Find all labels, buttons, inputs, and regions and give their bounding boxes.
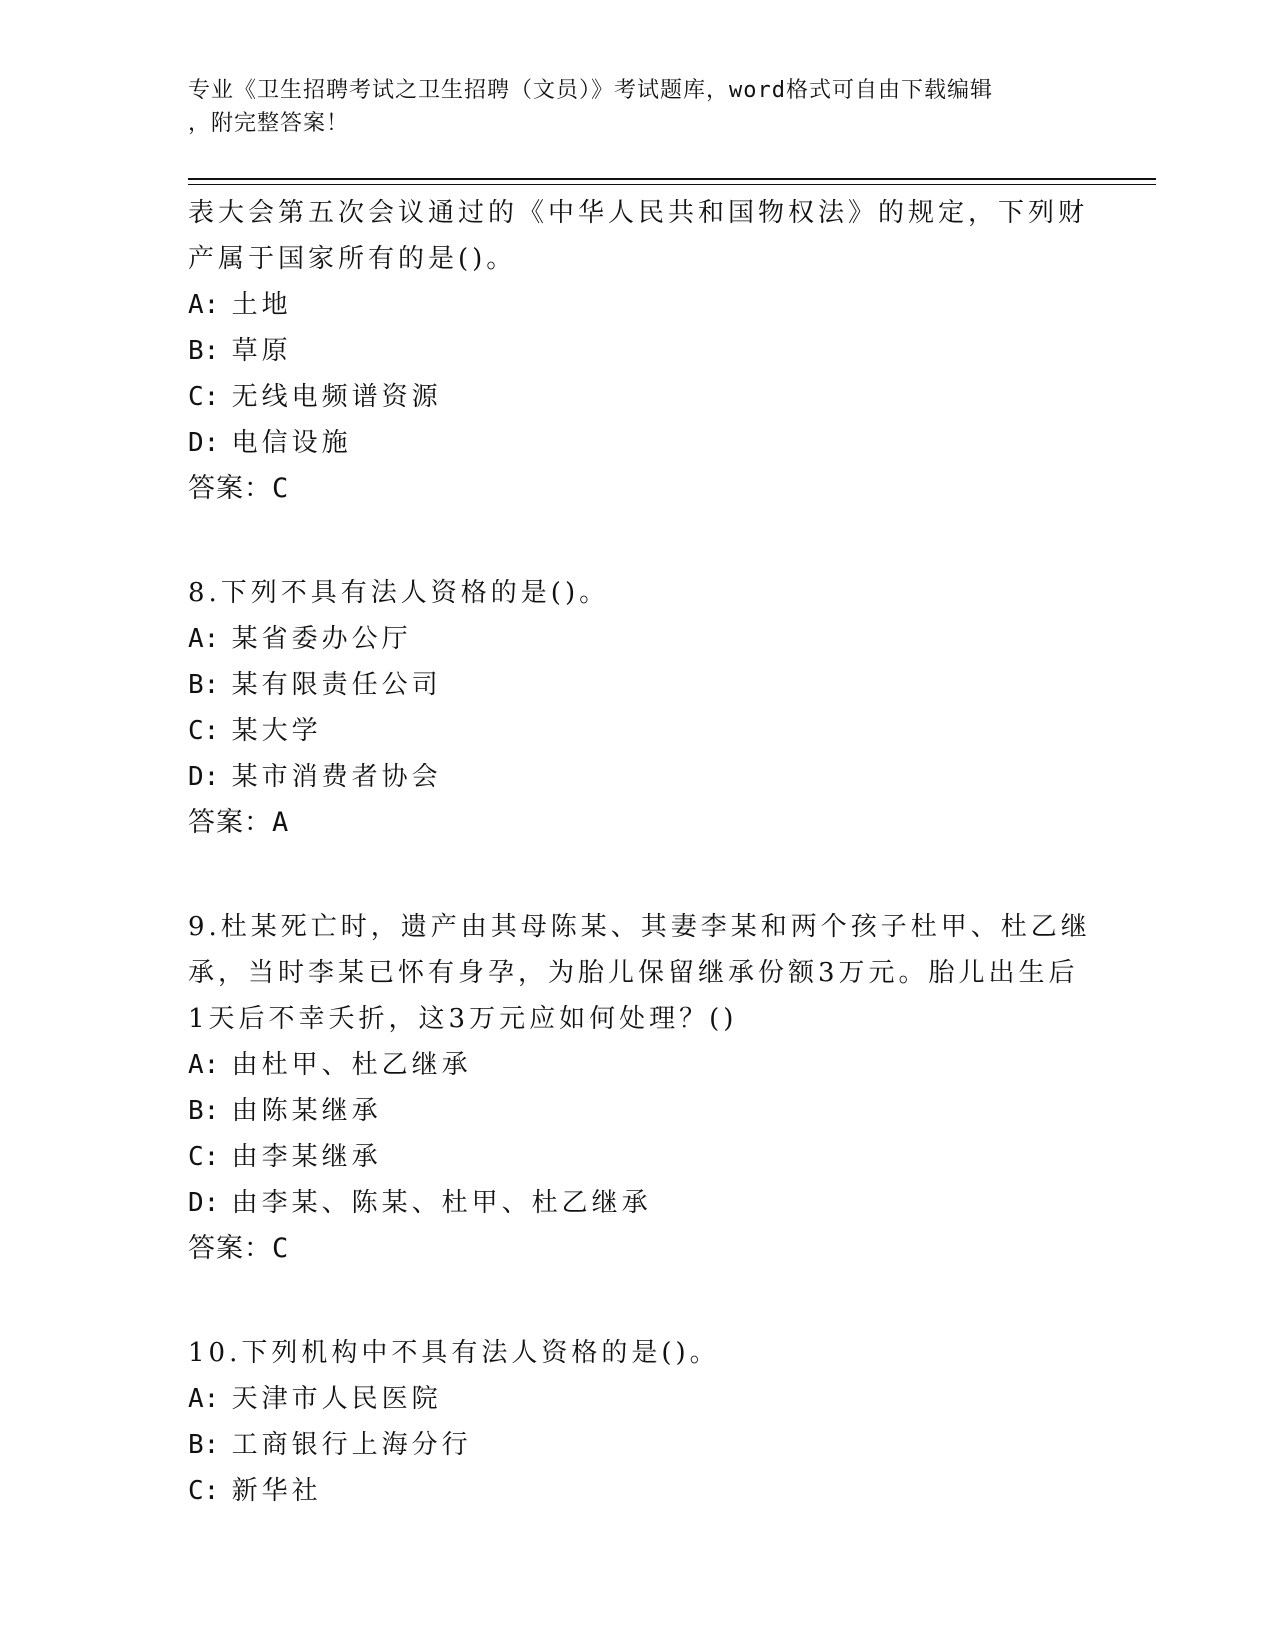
answer-label: 答案： <box>188 473 272 504</box>
option-text: 由杜甲、杜乙继承 <box>231 1050 472 1080</box>
option-letter: A: <box>188 290 220 320</box>
question-block <box>188 190 1088 512</box>
option-d <box>188 754 1088 800</box>
answer-line <box>188 800 1088 846</box>
spacer <box>188 1272 1088 1330</box>
option-letter: C: <box>188 716 220 746</box>
option-letter: A: <box>188 624 220 654</box>
question-stem-line: 承，当时李某已怀有身孕，为胎儿保留继承份额3万元。胎儿出生后 <box>188 958 1079 988</box>
option-text: 某有限责任公司 <box>231 670 442 700</box>
option-b <box>188 662 1088 708</box>
option-letter: A: <box>188 1384 220 1414</box>
option-letter: C: <box>188 1142 220 1172</box>
option-letter: D: <box>188 762 220 792</box>
option-c <box>188 1134 1088 1180</box>
header-divider-thin <box>188 184 1156 185</box>
option-text: 工商银行上海分行 <box>231 1430 472 1460</box>
option-text: 某市消费者协会 <box>231 762 442 792</box>
option-letter: D: <box>188 428 220 458</box>
answer-label: 答案： <box>188 807 272 838</box>
question-block <box>188 570 1088 846</box>
option-letter: D: <box>188 1188 220 1218</box>
option-text: 某省委办公厅 <box>231 624 412 654</box>
option-c <box>188 374 1088 420</box>
header-line-2: ，附完整答案！ <box>188 111 350 136</box>
question-stem-line: 1天后不幸夭折，这3万元应如何处理？() <box>188 1004 738 1034</box>
option-text: 新华社 <box>231 1476 322 1506</box>
option-c <box>188 708 1088 754</box>
option-a <box>188 1376 1088 1422</box>
option-text: 电信设施 <box>231 428 352 458</box>
question-stem-line: 10.下列机构中不具有法人资格的是()。 <box>188 1338 720 1368</box>
option-a <box>188 282 1088 328</box>
option-b <box>188 328 1088 374</box>
option-text: 由李某、陈某、杜甲、杜乙继承 <box>231 1188 652 1218</box>
option-d <box>188 1180 1088 1226</box>
spacer <box>188 846 1088 904</box>
option-letter: B: <box>188 336 220 366</box>
document-header <box>188 74 1068 140</box>
question-stem-line: 8.下列不具有法人资格的是()。 <box>188 578 610 608</box>
option-text: 无线电频谱资源 <box>231 382 442 412</box>
header-line-1: 专业《卫生招聘考试之卫生招聘（文员）》考试题库，word格式可自由下载编辑 <box>188 78 993 103</box>
option-letter: B: <box>188 1096 220 1126</box>
answer-value: A <box>272 807 290 838</box>
question-block <box>188 904 1091 1272</box>
option-text: 由李某继承 <box>231 1142 382 1172</box>
option-c <box>188 1468 1088 1514</box>
option-b <box>188 1422 1088 1468</box>
option-letter: A: <box>188 1050 220 1080</box>
option-a <box>188 1042 1088 1088</box>
option-b <box>188 1088 1088 1134</box>
option-letter: C: <box>188 1476 220 1506</box>
spacer <box>188 512 1088 570</box>
question-stem-line: 产属于国家所有的是()。 <box>188 244 517 274</box>
option-letter: B: <box>188 1430 220 1460</box>
answer-value: C <box>272 1233 290 1264</box>
option-text: 由陈某继承 <box>231 1096 382 1126</box>
answer-value: C <box>272 473 290 504</box>
option-d <box>188 420 1088 466</box>
option-text: 土地 <box>231 290 292 320</box>
question-stem-line: 表大会第五次会议通过的《中华人民共和国物权法》的规定，下列财 <box>188 198 1089 228</box>
answer-line <box>188 1226 1088 1272</box>
option-letter: B: <box>188 670 220 700</box>
question-stem-line: 9.杜某死亡时，遗产由其母陈某、其妻李某和两个孩子杜甲、杜乙继 <box>188 912 1091 942</box>
option-text: 天津市人民医院 <box>231 1384 442 1414</box>
answer-label: 答案： <box>188 1233 272 1264</box>
option-letter: C: <box>188 382 220 412</box>
option-text: 某大学 <box>231 716 322 746</box>
answer-line <box>188 466 1088 512</box>
question-list <box>188 190 1091 1514</box>
option-text: 草原 <box>231 336 292 366</box>
question-block <box>188 1330 1088 1514</box>
header-divider-thick <box>188 178 1156 180</box>
option-a <box>188 616 1088 662</box>
